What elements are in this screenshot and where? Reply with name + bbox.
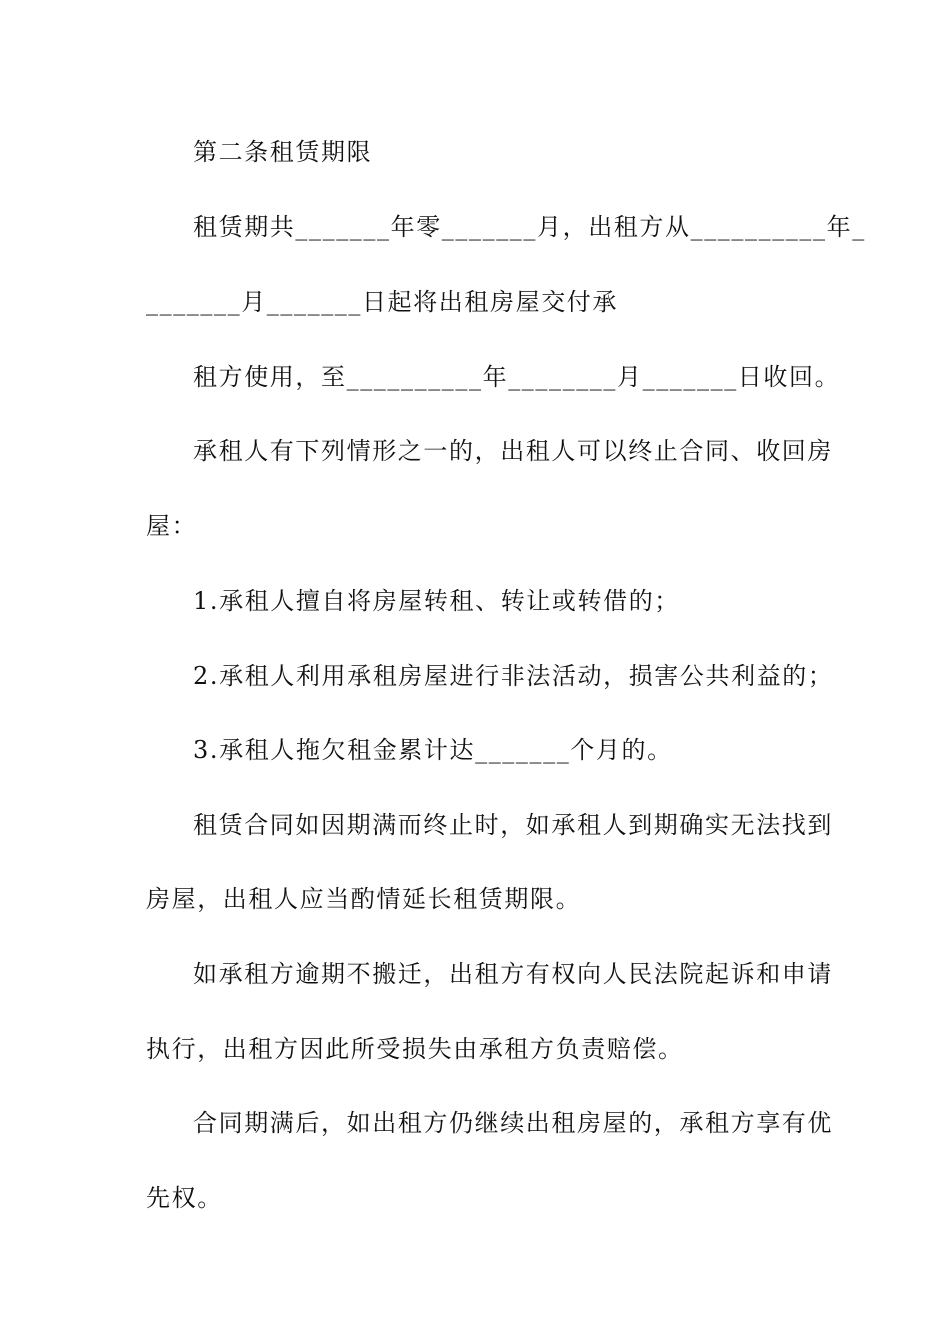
expiry-clause-line-2: 房屋，出租人应当酌情延长租赁期限。	[146, 885, 582, 913]
termination-intro-line-1: 承租人有下列情形之一的，出租人可以终止合同、收回房	[193, 437, 833, 465]
article-heading: 第二条租赁期限	[193, 138, 373, 166]
lease-term-line-3: 租方使用，至__________年________月_______日收回。	[193, 363, 841, 391]
expiry-clause-line-1: 租赁合同如因期满而终止时，如承租人到期确实无法找到	[193, 811, 833, 839]
overdue-clause-line-1: 如承租方逾期不搬迁，出租方有权向人民法院起诉和申请	[193, 960, 833, 988]
lease-term-line-1: 租赁期共_______年零_______月，出租方从__________年_	[193, 213, 866, 241]
termination-intro-line-2: 屋：	[146, 512, 198, 540]
priority-clause-line-2: 先权。	[146, 1184, 223, 1212]
condition-item-1: 1.承租人擅自将房屋转租、转让或转借的；	[193, 587, 680, 615]
condition-item-3: 3.承租人拖欠租金累计达_______个月的。	[193, 736, 673, 764]
overdue-clause-line-2: 执行，出租方因此所受损失由承租方负责赔偿。	[146, 1035, 684, 1063]
lease-term-line-2: _______月_______日起将出租房屋交付承	[146, 288, 618, 316]
condition-item-2: 2.承租人利用承租房屋进行非法活动，损害公共利益的；	[193, 662, 834, 690]
priority-clause-line-1: 合同期满后，如出租方仍继续出租房屋的，承租方享有优	[193, 1109, 833, 1137]
